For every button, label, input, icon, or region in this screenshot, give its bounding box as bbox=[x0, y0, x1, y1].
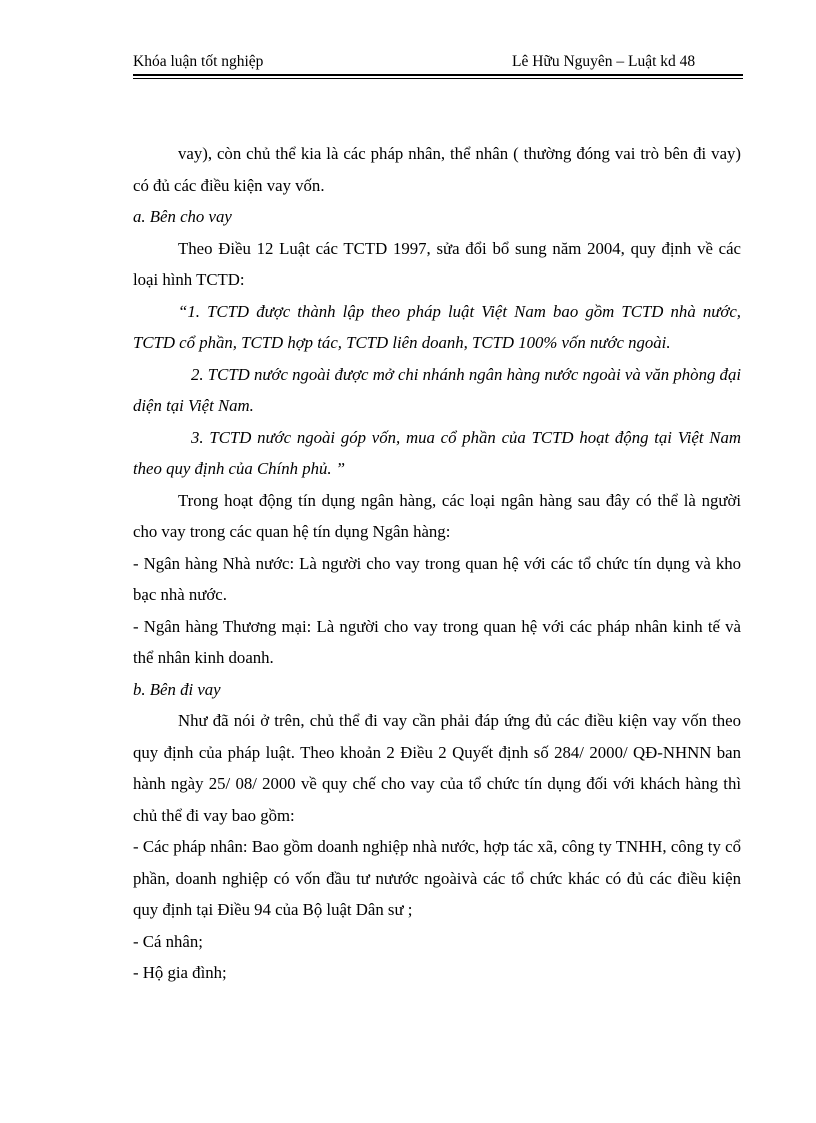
paragraph-law-reference: Theo Điều 12 Luật các TCTD 1997, sửa đổi bổ sung năm 2004, quy định về các loại hình TCTD: bbox=[133, 238, 741, 289]
list-item-legal-entities: - Các pháp nhân: Bao gồm doanh nghiệp nhà nước, hợp tác xã, công ty TNHH, công ty cổ phần, doanh nghiệp có vốn đầu tư nưước ngoàivà các tổ chức khác có đủ các điều kiện quy định tại Điều 94 của Bộ luật Dân sư ; bbox=[133, 837, 741, 919]
quote-item-1: “1. TCTD được thành lập theo pháp luật Việt Nam bao gồm TCTD nhà nước, TCTD cổ phần, TCTD hợp tác, TCTD liên doanh, TCTD 100% vốn nước ngoài. bbox=[133, 301, 741, 352]
document-body bbox=[133, 138, 741, 989]
list-item-state-bank: - Ngân hàng Nhà nước: Là người cho vay trong quan hệ với các tổ chức tín dụng và kho bạc nhà nước. bbox=[133, 553, 741, 604]
paragraph-borrower-conditions: Như đã nói ở trên, chủ thể đi vay cần phải đáp ứng đủ các điều kiện vay vốn theo quy định của pháp luật. Theo khoản 2 Điều 2 Quyết định số 284/ 2000/ QĐ-NHNN ban hành ngày 25/ 08/ 2000 về quy chế cho vay của tổ chức tín dụng đối với khách hàng thì chủ thể đi vay bao gồm: bbox=[133, 711, 741, 825]
header-thesis-title: Khóa luận tốt nghiệp bbox=[133, 53, 264, 70]
paragraph-bank-lenders: Trong hoạt động tín dụng ngân hàng, các loại ngân hàng sau đây có thể là người cho vay trong các quan hệ tín dụng Ngân hàng: bbox=[133, 490, 741, 541]
heading-lender: a. Bên cho vay bbox=[133, 207, 232, 226]
page-header bbox=[133, 50, 743, 76]
paragraph-continuation: vay), còn chủ thể kia là các pháp nhân, thể nhân ( thường đóng vai trò bên đi vay) có đủ các điều kiện vay vốn. bbox=[133, 144, 741, 195]
list-item-households: - Hộ gia đình; bbox=[133, 963, 227, 982]
list-item-commercial-bank: - Ngân hàng Thương mại: Là người cho vay trong quan hệ với các pháp nhân kinh tế và thể nhân kinh doanh. bbox=[133, 616, 741, 667]
quote-item-3: 3. TCTD nước ngoài góp vốn, mua cổ phần của TCTD hoạt động tại Việt Nam theo quy định của Chính phủ. ” bbox=[133, 427, 741, 478]
quote-item-2: 2. TCTD nước ngoài được mở chi nhánh ngân hàng nước ngoài và văn phòng đại diện tại Việt Nam. bbox=[133, 364, 741, 415]
heading-borrower: b. Bên đi vay bbox=[133, 679, 221, 699]
header-author: Lê Hữu Nguyên – Luật kd 48 bbox=[512, 53, 696, 70]
list-item-individuals: - Cá nhân; bbox=[133, 931, 203, 951]
